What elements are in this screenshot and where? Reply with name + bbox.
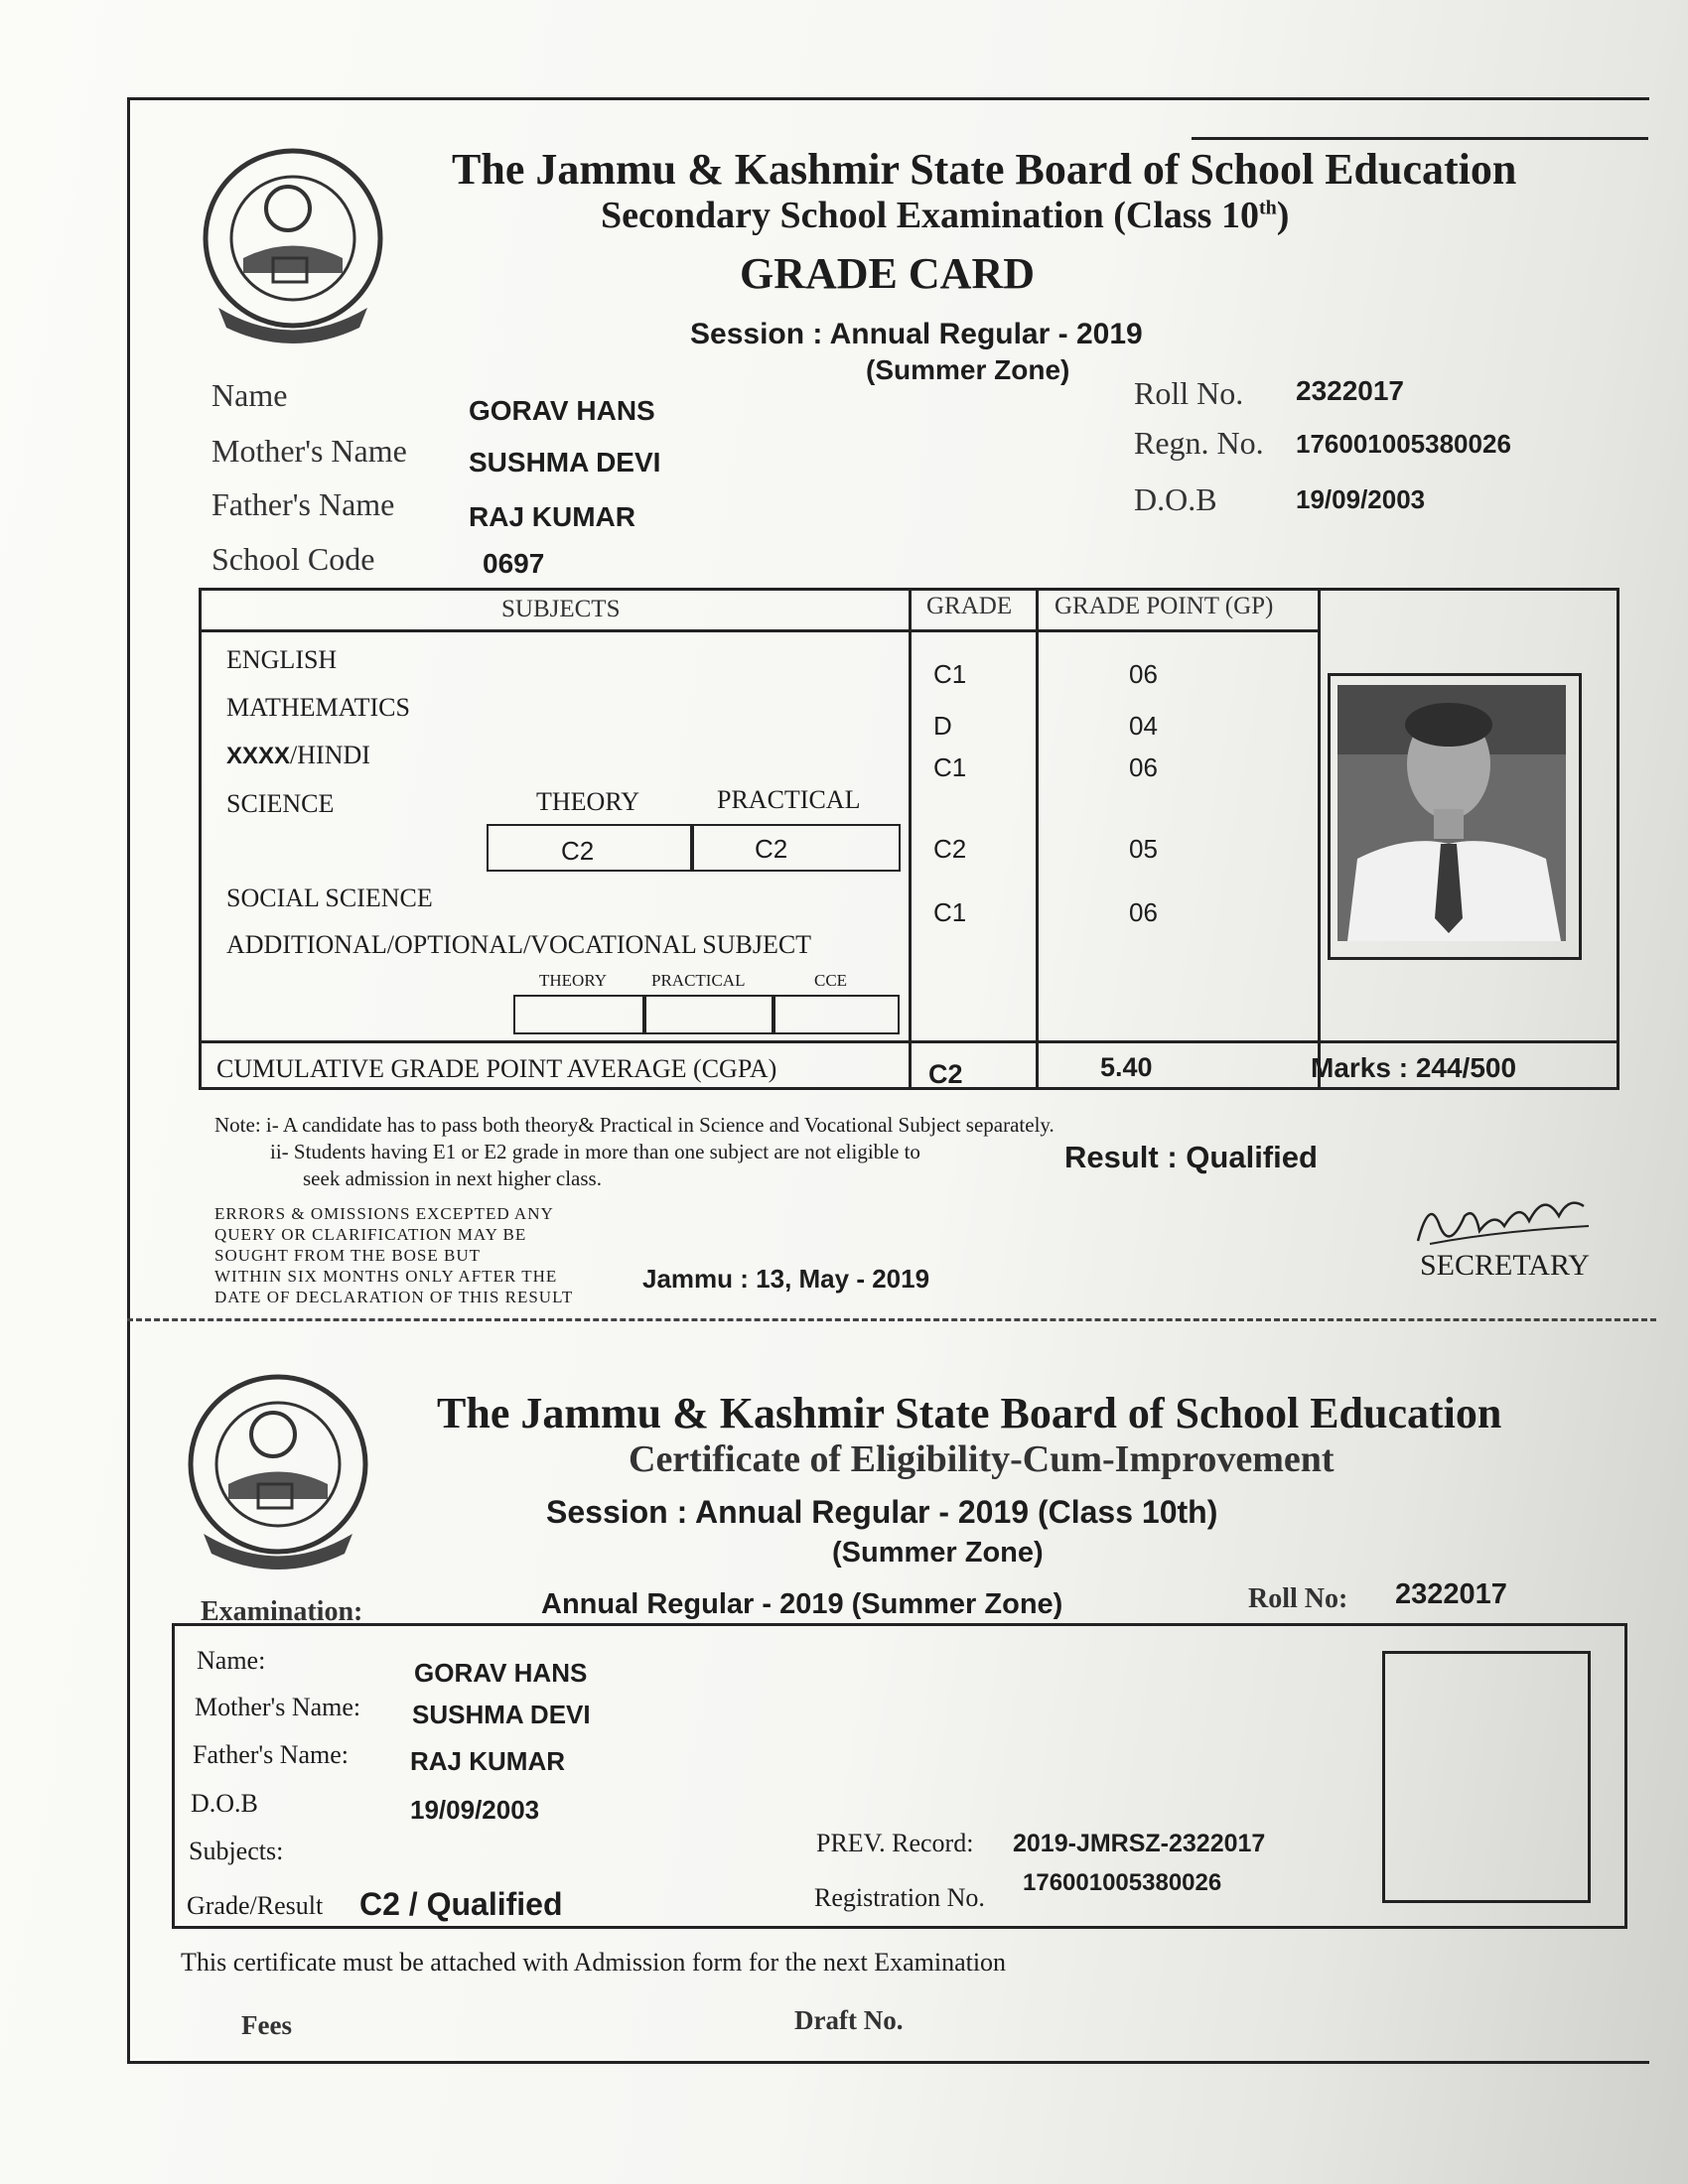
name-value: GORAV HANS [469, 395, 655, 426]
gp-english: 06 [1129, 659, 1158, 689]
certificate-footer-note: This certificate must be attached with Admission form for the next Examination [181, 1948, 1007, 1977]
subject-english: ENGLISH [226, 645, 338, 674]
exam-name-sup: th [1258, 197, 1277, 219]
errors-disclaimer [214, 1203, 573, 1307]
science-practical-label: PRACTICAL [717, 785, 861, 814]
science-theory-label: THEORY [536, 787, 639, 816]
col-divider-photo [1318, 588, 1321, 1087]
certificate-session: Session : Annual Regular - 2019 (Class 10th) [546, 1494, 1218, 1530]
science-practical-box [690, 824, 901, 872]
cert-subjects-label: Subjects: [189, 1837, 284, 1865]
gp-hindi: 06 [1129, 752, 1158, 782]
subject-hindi [226, 741, 370, 770]
errors-line-4: WITHIN SIX MONTHS ONLY AFTER THE [214, 1267, 558, 1286]
errors-line-2: QUERY OR CLARIFICATION MAY BE [214, 1225, 527, 1244]
grade-english: C1 [933, 659, 967, 689]
draft-no-label: Draft No. [794, 2005, 904, 2035]
exam-name [601, 194, 1289, 237]
errors-line-3: SOUGHT FROM THE BOSE BUT [214, 1246, 482, 1265]
subject-hindi-strike: XXXX [226, 743, 291, 769]
errors-line-5: DATE OF DECLARATION OF THIS RESULT [214, 1288, 574, 1306]
science-theory-value: C2 [561, 836, 595, 866]
cert-father-label: Father's Name: [193, 1740, 350, 1769]
board-seal-logo-certificate [174, 1365, 382, 1573]
additional-cce-label: CCE [814, 971, 848, 990]
col-divider-grade [909, 588, 912, 1087]
table-header-divider [199, 629, 1321, 632]
card-title: GRADE CARD [740, 249, 1035, 298]
regn-no-label: Regn. No. [1134, 425, 1264, 461]
header-grade: GRADE [926, 593, 1013, 619]
roll-no-label: Roll No. [1134, 375, 1244, 411]
additional-subject-label: ADDITIONAL/OPTIONAL/VOCATIONAL SUBJECT [226, 930, 812, 959]
cert-grade-result-label: Grade/Result [187, 1891, 324, 1920]
mother-name-label: Mother's Name [211, 433, 407, 469]
header-grade-point: GRADE POINT (GP) [1055, 593, 1274, 619]
cgpa-value: 5.40 [1100, 1052, 1153, 1082]
gp-mathematics: 04 [1129, 711, 1158, 741]
certificate-board-name: The Jammu & Kashmir State Board of School Education [437, 1389, 1502, 1437]
secretary-label: SECRETARY [1420, 1249, 1590, 1282]
certificate-photo-box [1382, 1651, 1591, 1903]
result-status: Result : Qualified [1064, 1140, 1318, 1174]
grade-mathematics: D [933, 711, 952, 741]
fees-label: Fees [241, 2010, 292, 2040]
subject-mathematics: MATHEMATICS [226, 693, 410, 722]
marks-value: Marks : 244/500 [1311, 1052, 1517, 1083]
place-date: Jammu : 13, May - 2019 [642, 1264, 930, 1294]
cert-grade-result-value: C2 / Qualified [359, 1886, 563, 1922]
cert-father-value: RAJ KUMAR [410, 1746, 565, 1776]
table-cgpa-divider [199, 1040, 1617, 1043]
name-label: Name [211, 377, 288, 413]
secretary-signature [1410, 1186, 1599, 1256]
father-name-label: Father's Name [211, 486, 395, 522]
exam-name-end: ) [1276, 195, 1290, 236]
zone-line: (Summer Zone) [866, 354, 1070, 385]
additional-practical-label: PRACTICAL [651, 971, 746, 990]
session-line: Session : Annual Regular - 2019 [690, 318, 1143, 350]
top-right-rule [1192, 137, 1648, 140]
father-name-value: RAJ KUMAR [469, 501, 635, 532]
regn-no-value: 176001005380026 [1296, 429, 1511, 459]
subject-science: SCIENCE [226, 789, 335, 818]
additional-cce-box [772, 995, 900, 1034]
candidate-photo [1337, 685, 1566, 941]
dob-value: 19/09/2003 [1296, 484, 1426, 514]
grade-hindi: C1 [933, 752, 967, 782]
examination-label: Examination: [201, 1596, 363, 1627]
additional-theory-box [513, 995, 646, 1034]
subject-social-science: SOCIAL SCIENCE [226, 884, 433, 912]
science-practical-value: C2 [755, 834, 788, 864]
cert-mother-value: SUSHMA DEVI [412, 1700, 591, 1729]
board-seal-logo [189, 139, 397, 347]
mother-name-value: SUSHMA DEVI [469, 447, 661, 478]
roll-no-value: 2322017 [1296, 375, 1405, 406]
cert-name-value: GORAV HANS [414, 1658, 588, 1688]
school-code-label: School Code [211, 541, 375, 577]
cert-registration-label: Registration No. [814, 1883, 985, 1912]
dob-label: D.O.B [1134, 481, 1217, 517]
subject-hindi-label: /HINDI [290, 741, 370, 769]
certificate-zone: (Summer Zone) [832, 1537, 1044, 1569]
certificate-roll-label: Roll No: [1248, 1583, 1348, 1614]
note-line-2: ii- Students having E1 or E2 grade in more than one subject are not eligible to [270, 1140, 920, 1163]
cgpa-grade: C2 [928, 1059, 963, 1089]
cert-name-label: Name: [197, 1646, 266, 1675]
additional-theory-label: THEORY [539, 971, 607, 990]
header-subjects: SUBJECTS [501, 596, 621, 622]
certificate-title: Certificate of Eligibility-Cum-Improvement [629, 1438, 1335, 1480]
gp-social-science: 06 [1129, 897, 1158, 927]
cgpa-label: CUMULATIVE GRADE POINT AVERAGE (CGPA) [216, 1054, 777, 1083]
exam-name-main: Secondary School Examination (Class 10 [601, 195, 1259, 236]
certificate-roll-value: 2322017 [1395, 1578, 1507, 1610]
grade-science: C2 [933, 834, 967, 864]
cert-mother-label: Mother's Name: [195, 1693, 361, 1721]
additional-practical-box [642, 995, 775, 1034]
cert-registration-value: 176001005380026 [1023, 1869, 1222, 1896]
cert-prev-record-value: 2019-JMRSZ-2322017 [1013, 1830, 1266, 1857]
note-line-3: seek admission in next higher class. [303, 1166, 602, 1190]
board-name: The Jammu & Kashmir State Board of School Education [452, 145, 1517, 194]
grade-social-science: C1 [933, 897, 967, 927]
school-code-value: 0697 [483, 548, 545, 579]
cert-prev-record-label: PREV. Record: [816, 1829, 974, 1857]
examination-value: Annual Regular - 2019 (Summer Zone) [541, 1588, 1063, 1620]
gp-science: 05 [1129, 834, 1158, 864]
note-line-1: Note: i- A candidate has to pass both theory& Practical in Science and Vocational Subject separately. [214, 1113, 1055, 1137]
cert-dob-value: 19/09/2003 [410, 1795, 540, 1825]
errors-line-1: ERRORS & OMISSIONS EXCEPTED ANY [214, 1204, 554, 1223]
cut-line [127, 1318, 1656, 1321]
col-divider-gp [1036, 588, 1039, 1087]
cert-dob-label: D.O.B [191, 1789, 258, 1818]
